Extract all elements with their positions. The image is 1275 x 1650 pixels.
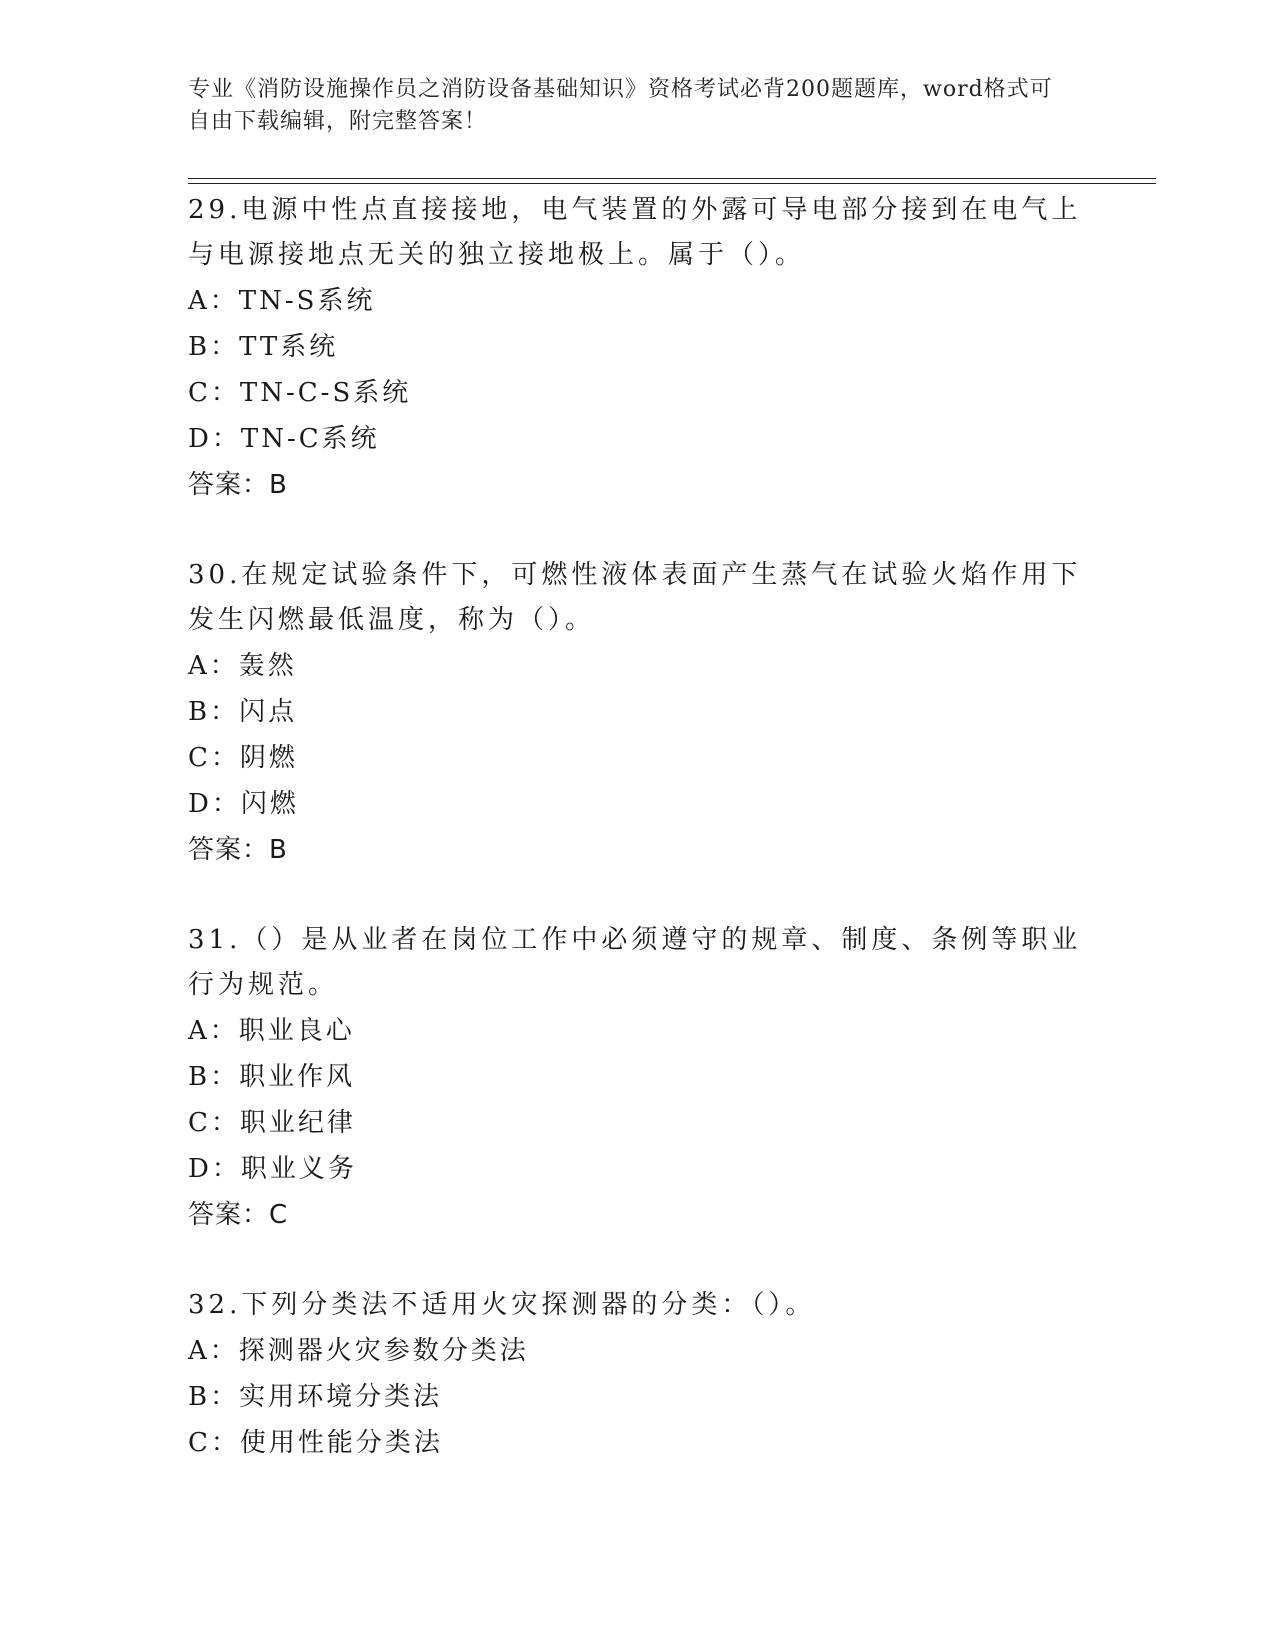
option-a: A：TN-S系统 [188, 286, 376, 316]
question-stem: 29.电源中性点直接接地，电气装置的外露可导电部分接到在电气上与电源接地点无关的独立接地极上。属于（）。 [188, 195, 1082, 270]
answer: 答案：B [188, 470, 288, 500]
option-b: B：职业作风 [188, 1062, 356, 1092]
question-stem: 31.（）是从业者在岗位工作中必须遵守的规章、制度、条例等职业行为规范。 [188, 925, 1082, 1000]
question-stem: 32.下列分类法不适用火灾探测器的分类：（）。 [188, 1290, 816, 1320]
question-29 [188, 188, 1088, 508]
option-b: B：闪点 [188, 697, 298, 727]
option-c: C：TN-C-S系统 [188, 378, 412, 408]
option-d: D：闪燃 [188, 789, 299, 819]
question-32 [188, 1283, 1088, 1466]
option-c: C：使用性能分类法 [188, 1428, 443, 1458]
option-c: C：阴燃 [188, 743, 298, 773]
option-c: C：职业纪律 [188, 1108, 356, 1138]
option-b: B：TT系统 [188, 332, 339, 362]
question-30 [188, 553, 1088, 873]
option-a: A：轰然 [188, 651, 297, 681]
option-a: A：职业良心 [188, 1016, 355, 1046]
header-rule-top [188, 178, 1156, 179]
option-a: A：探测器火灾参数分类法 [188, 1336, 529, 1366]
document-header: 专业《消防设施操作员之消防设备基础知识》资格考试必背200题题库，word格式可自由下载编辑，附完整答案！ [188, 77, 1053, 134]
answer: 答案：C [188, 1200, 289, 1230]
option-d: D：职业义务 [188, 1154, 357, 1184]
question-31 [188, 918, 1088, 1238]
header-rule-bottom [188, 183, 1156, 184]
option-b: B：实用环境分类法 [188, 1382, 443, 1412]
option-d: D：TN-C系统 [188, 424, 380, 454]
question-stem: 30.在规定试验条件下，可燃性液体表面产生蒸气在试验火焰作用下发生闪燃最低温度，称为（）。 [188, 560, 1082, 635]
answer: 答案：B [188, 835, 288, 865]
